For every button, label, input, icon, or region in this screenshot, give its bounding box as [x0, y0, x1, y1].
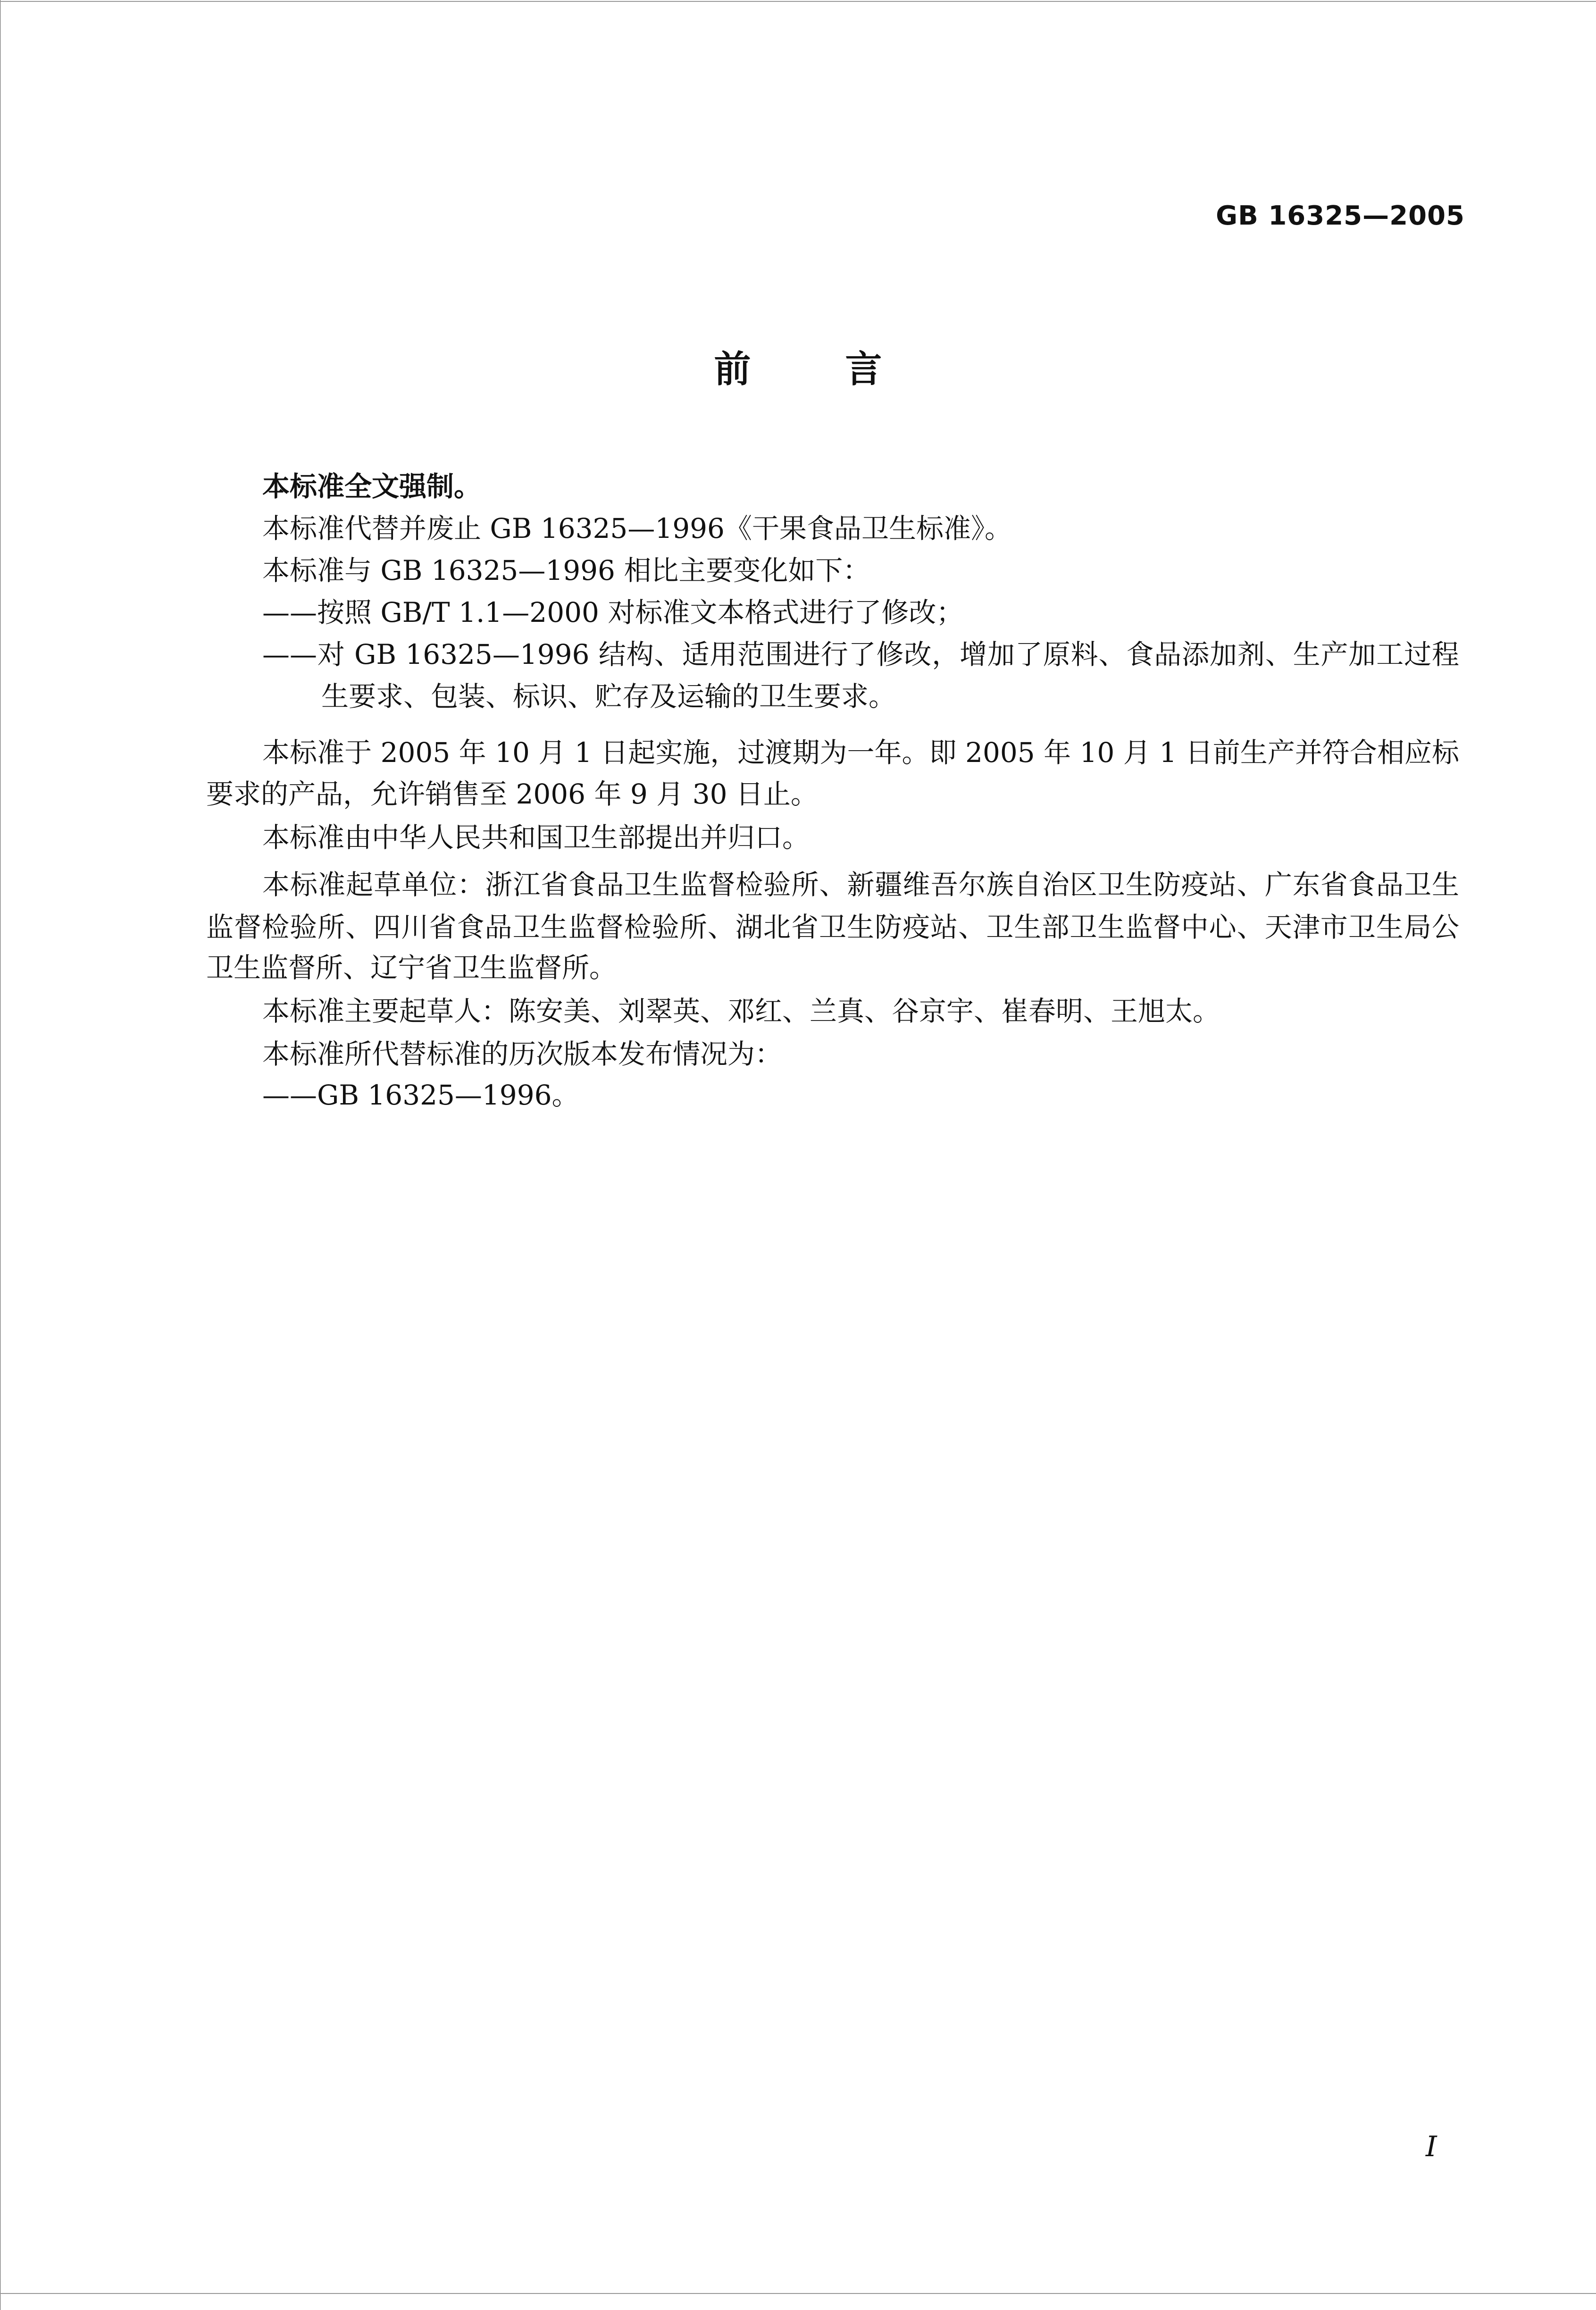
- list-item-change-2-cont: 生要求、包装、标识、贮存及运输的卫生要求。: [321, 680, 896, 712]
- paragraph-changes-intro: 本标准与 GB 16325—1996 相比主要变化如下：: [262, 554, 870, 586]
- paragraph-drafting-units-end: 卫生监督所、辽宁省卫生监督所。: [206, 952, 617, 984]
- scan-edge-bottom: [0, 2293, 1596, 2294]
- page-title: 前言: [714, 348, 977, 391]
- scan-edge-top: [0, 1, 1596, 2]
- paragraph-drafting-units-cont: 监督检验所、四川省食品卫生监督检验所、湖北省卫生防疫站、卫生部卫生监督中心、天津市卫生局公: [206, 911, 1459, 943]
- paragraph-effective-date-cont: 要求的产品，允许销售至 2006 年 9 月 30 日止。: [206, 778, 818, 810]
- paragraph-effective-date: 本标准于 2005 年 10 月 1 日起实施，过渡期为一年。即 2005 年 10 月 1 日前生产并符合相应标: [262, 737, 1459, 769]
- paragraph-mandatory: 本标准全文强制。: [262, 470, 482, 502]
- list-item-change-2: ——对 GB 16325—1996 结构、适用范围进行了修改，增加了原料、食品添加剂、生产加工过程: [262, 638, 1459, 670]
- paragraph-replaces: 本标准代替并废止 GB 16325—1996《干果食品卫生标准》。: [262, 512, 1012, 544]
- paragraph-drafting-units: 本标准起草单位：浙江省食品卫生监督检验所、新疆维吾尔族自治区卫生防疫站、广东省食品卫生: [262, 869, 1459, 901]
- list-item-history: ——GB 16325—1996。: [262, 1079, 579, 1111]
- paragraph-proposer: 本标准由中华人民共和国卫生部提出并归口。: [262, 821, 810, 854]
- paragraph-drafters: 本标准主要起草人：陈安美、刘翠英、邓红、兰真、谷京宇、崔春明、王旭太。: [262, 995, 1220, 1027]
- paragraph-history-intro: 本标准所代替标准的历次版本发布情况为：: [262, 1038, 783, 1070]
- standard-number: GB 16325—2005: [1216, 201, 1465, 231]
- list-item-change-1: ——按照 GB/T 1.1—2000 对标准文本格式进行了修改；: [262, 596, 964, 628]
- page-number: I: [1426, 2130, 1437, 2163]
